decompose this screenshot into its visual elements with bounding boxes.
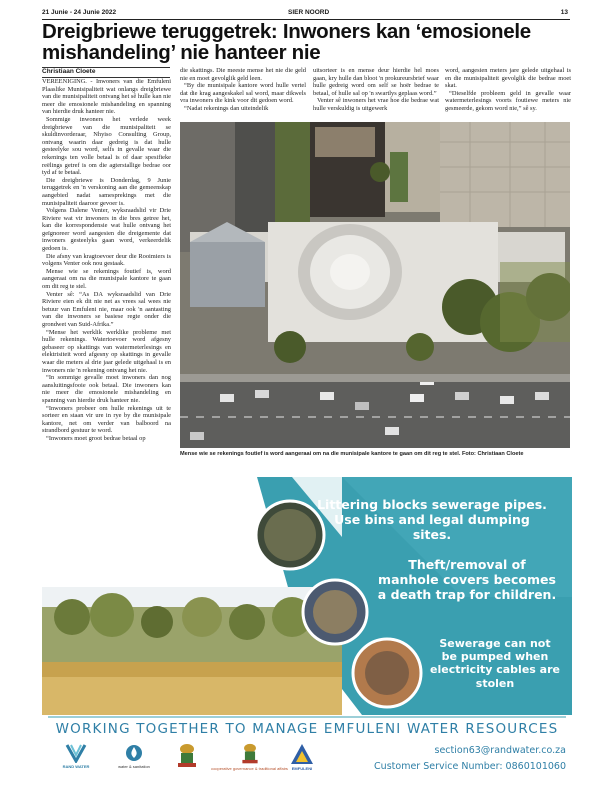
article-column-3 [313,67,439,113]
advert-banner: WORKING TOGETHER TO MANAGE EMFULENI WATER RESOURCES [55,721,559,737]
aerial-photo [180,122,570,448]
article-column-1 [42,78,171,443]
article-paragraph: Die dreigbriewe is Donderdag, 9 Junie teruggetrek en 'n verskoning aan die gemeenskap aangebied nadat samesprekings met die munisipaliteit daaroor gevoer is. [42,176,171,207]
cogta-logo [207,743,292,779]
water-sanitation-logo [104,743,164,779]
coat-of-arms-logo-1 [172,743,202,779]
coat-of-arms-icon-2 [240,743,260,765]
advert-email[interactable]: section63@randwater.co.za [434,745,566,756]
water-sanitation-label: water & sanitation [118,764,150,769]
advert-customer-service: Customer Service Number: 0860101060 [374,761,566,772]
page-number: 13 [560,9,568,16]
rand-water-label: RAND WATER [62,764,90,769]
article-paragraph: “By die munisipale kantore word hulle vertel dat die krag aangeskakel sal word, maar dikwels vra inwoners die kink voor dit gedoen word. [180,82,306,105]
article-paragraph: Mense wie se rekenings foutief is, word aangeraai om na die munisipale kantore te gaan om dit reg te stel. [42,267,171,291]
water-drop-icon [124,743,144,763]
coat-of-arms-icon [176,743,198,769]
emfuleni-logo [282,743,322,779]
article-paragraph: word, aangesien meters jare gelede uitgehaal is en die munisipaliteit gevolglik die bedrae moet skat. [445,67,571,90]
advert-message-sewerage: Sewerage can not be pumped when electricity cables are stolen [430,637,560,690]
article-paragraph: “Mense het werklik werklike probleme met hulle rekenings. Watertoevoer word afgesny gebaseer op skattings van watermeterlesings en elektrisiteit word afgesny op skattings in gevalle waar die meters al drie jaar gelede uitgehaal is en inwoners nie 'n rekening ontvang het nie. [42,328,171,374]
aerial-photo-drawing [180,122,570,448]
publication-name: SIER NOORD [288,9,330,16]
page-header [42,9,570,18]
emfuleni-label: EMFULENI [291,766,313,771]
article-paragraph: Sommige inwoners het verlede week dreigbriewe van die munisipaliteit se skuldinvorderaar, Nhyiso Consulting Group, ontvang waarin daar gedreig is dat hulle gesteelyke sou word, selfs in gevalle waar die rekenings ten volle betaal is of daar spesifieke reëlings getref is om die agterstallige bedrae oor tyd af te betaal. [42,115,171,177]
article-column-4 [445,67,571,113]
article-paragraph: uitsorteer is en mense deur hierdie hel moes gaan, kry hulle dan bloot 'n prokureursbrief waar hulle gedreig word om self se hoër bedrae te betaal, of hulle sal op 'n swartlys geplaas word.” [313,67,439,97]
article-paragraph: “Dieselfde probleem geld in gevalle waar watermeterlesings voorts foutiewe meters nie gesmeerde, gekom word nie,” sê sy. [445,89,571,112]
article-paragraph: “Inwoners moet groot bedrae betaal op [46,434,146,442]
issue-date: 21 Junie - 24 Junie 2022 [42,9,117,16]
article-paragraph: Die afsny van kragtoevoer deur die Rooimiers is volgens Venter ook nou gestaak. [42,252,171,268]
article-headline: Dreigbriewe teruggetrek: Inwoners kan ‘emosionele mishandeling’ nie hanteer nie [42,20,531,64]
article-paragraph: “Inwoners probeer om hulle rekenings uit te sorteer en staan vir ure in rye by die munisipale kantore, net om verder van balboord na strandbord gestuur te word. [42,404,171,435]
emfuleni-icon [290,743,314,765]
advert-message-manhole: Theft/removal of manhole covers becomes a death trap for children. [377,557,557,602]
advert-message-littering: Littering blocks sewerage pipes. Use bins and legal dumping sites. [317,497,547,542]
article-paragraph: die skattings. Die meeste mense het nie die geld nie en moet gevolglik geld leen. [180,67,306,82]
article-paragraph: Venter sê: “As DA wyksraadslid van Drie Riviere eien ek dit nie net as vrees sal wees nie betuur van Emfuleni nie, maar ook 'n aantasting van die inwoners se basiese regte onder die grondwet van Suid-Afrika.” [42,290,171,328]
article-paragraph: “In sommige gevalle moet inwoners dan nog aansluitingsfooie ook betaal. Die inwoners kan nie meer die emosionele mishandeling en spanning van hierdie druk hanteer nie. [42,374,171,404]
article-paragraph: Venter sê inwoners het vrae hoe die bedrae wat hulle verskuldig is uitgewerk [313,97,439,112]
cogta-label: cooperative governance & traditional affairs [211,766,288,771]
rand-water-logo [56,743,96,779]
article-paragraph: Volgens Dalene Venter, wyksraadslid vir Drie Riviere wat vir inwoners in die bres getree het, kan die korrespondensie wat hulle ontvang het geïgnoreer word aangesien die dreigemente dat inwoners gesteelyks gaan word, verkeerdelik gedoen is. [42,207,171,253]
article-paragraph: “Nadat rekenings dan uiteindelik [184,104,269,112]
photo-caption: Mense wie se rekenings foutief is word aangeraai om na die munisipale kantore te gaan om dit reg te stel. Foto: Christiaan Cloete [180,451,524,457]
advertisement [42,477,572,784]
rand-water-icon [65,743,87,763]
article-paragraph: VEREENIGING. - Inwoners van die Emfuleni Plaaslike Munisipaliteit wat onlangs dreigbriewe van die munisipaliteit ontvang het sê hulle kan nie meer die emosionele mishandeling en spanning van hierdie druk hanteer nie. [42,78,171,116]
article-column-2 [180,67,306,113]
byline: Christiaan Cloete [42,67,170,78]
